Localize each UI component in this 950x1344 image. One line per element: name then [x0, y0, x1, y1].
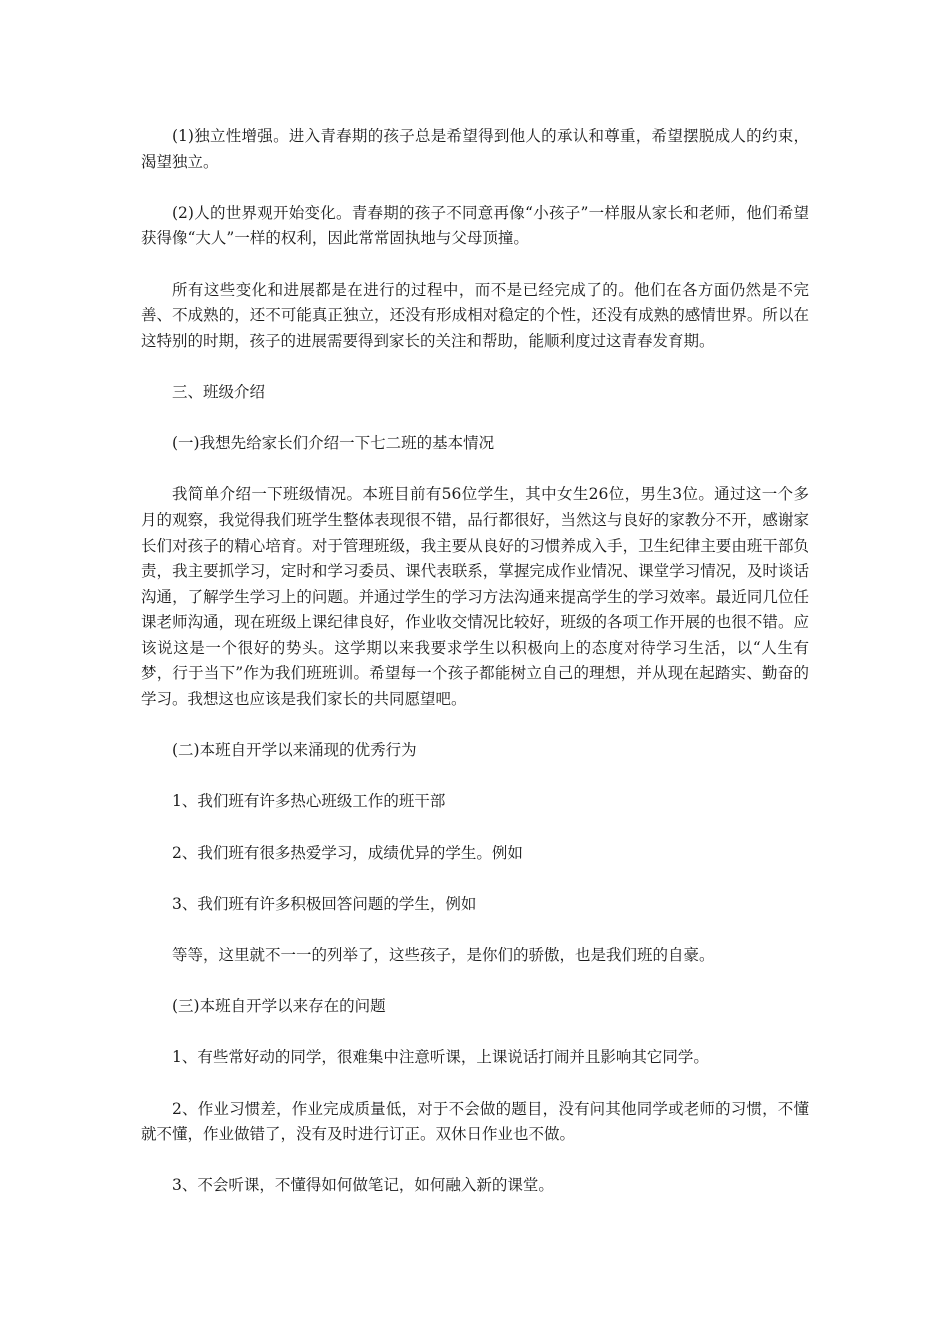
- list-item-problem-focus: 1、有些常好动的同学，很难集中注意听课，上课说话打闹并且影响其它同学。: [172, 1048, 709, 1067]
- paragraph-pride: 等等，这里就不一一的列举了，这些孩子，是你们的骄傲，也是我们班的自豪。: [172, 946, 715, 964]
- paragraph-class-situation: 我简单介绍一下班级情况。本班目前有56位学生，其中女生26位，男生3位。通过这一个多月的观察，我觉得我们班学生整体表现很不错，品行都很好，当然这与良好的家教分不开，感谢家长们对孩子的精心培育。对于管理班级，我主要从良好的习惯养成入手，卫生纪律主要由班干部负责，我主要抓学习，定时和学习委员、课代表联系，掌握完成作业情况、课堂学习情况，及时谈话沟通，了解学生学习上的问题。并通过学生的学习方法沟通来提高学生的学习效率。最近同几位任课老师沟通，现在班级上课纪律良好，作业收交情况比较好，班级的各项工作开展的也很不错。应该说这是一个很好的势头。这学期以来我要求学生以积极向上的态度对待学习生活，以“人生有梦，行于当下”作为我们班班训。希望每一个孩子都能树立自己的理想，并从现在起踏实、勤奋的学习。我想这也应该是我们家长的共同愿望吧。: [141, 485, 809, 709]
- subheading-basic-situation: (一)我想先给家长们介绍一下七二班的基本情况: [172, 434, 495, 453]
- document-page: [141, 124, 809, 1199]
- list-item-problem-listening: 3、不会听课，不懂得如何做笔记，如何融入新的课堂。: [172, 1176, 554, 1195]
- list-item-active-students: 3、我们班有许多积极回答问题的学生，例如: [172, 894, 477, 913]
- subheading-problems: (三)本班自开学以来存在的问题: [172, 997, 386, 1016]
- paragraph-worldview: (2)人的世界观开始变化。青春期的孩子不同意再像“小孩子”一样服从家长和老师，他们希望获得像“大人”一样的权利，因此常常固执地与父母顶撞。: [141, 203, 809, 248]
- list-item-excellent-students: 2、我们班有很多热爱学习，成绩优异的学生。例如: [172, 843, 523, 862]
- list-item-class-cadres: 1、我们班有许多热心班级工作的班干部: [172, 792, 446, 811]
- list-item-problem-homework: 2、作业习惯差，作业完成质量低，对于不会做的题目，没有问其他同学或老师的习惯，不懂就不懂，作业做错了，没有及时进行订正。双休日作业也不做。: [141, 1099, 809, 1144]
- paragraph-development: 所有这些变化和进展都是在进行的过程中，而不是已经完成了的。他们在各方面仍然是不完善、不成熟的，还不可能真正独立，还没有形成相对稳定的个性，还没有成熟的感情世界。所以在这特别的时期，孩子的进展需要得到家长的关注和帮助，能顺利度过这青春发育期。: [141, 280, 809, 350]
- subheading-excellent-behaviors: (二)本班自开学以来涌现的优秀行为: [172, 741, 417, 760]
- section-heading-class-intro: 三、班级介绍: [172, 382, 266, 401]
- paragraph-independence: (1)独立性增强。进入青春期的孩子总是希望得到他人的承认和尊重，希望摆脱成人的约束，渴望独立。: [141, 127, 809, 171]
